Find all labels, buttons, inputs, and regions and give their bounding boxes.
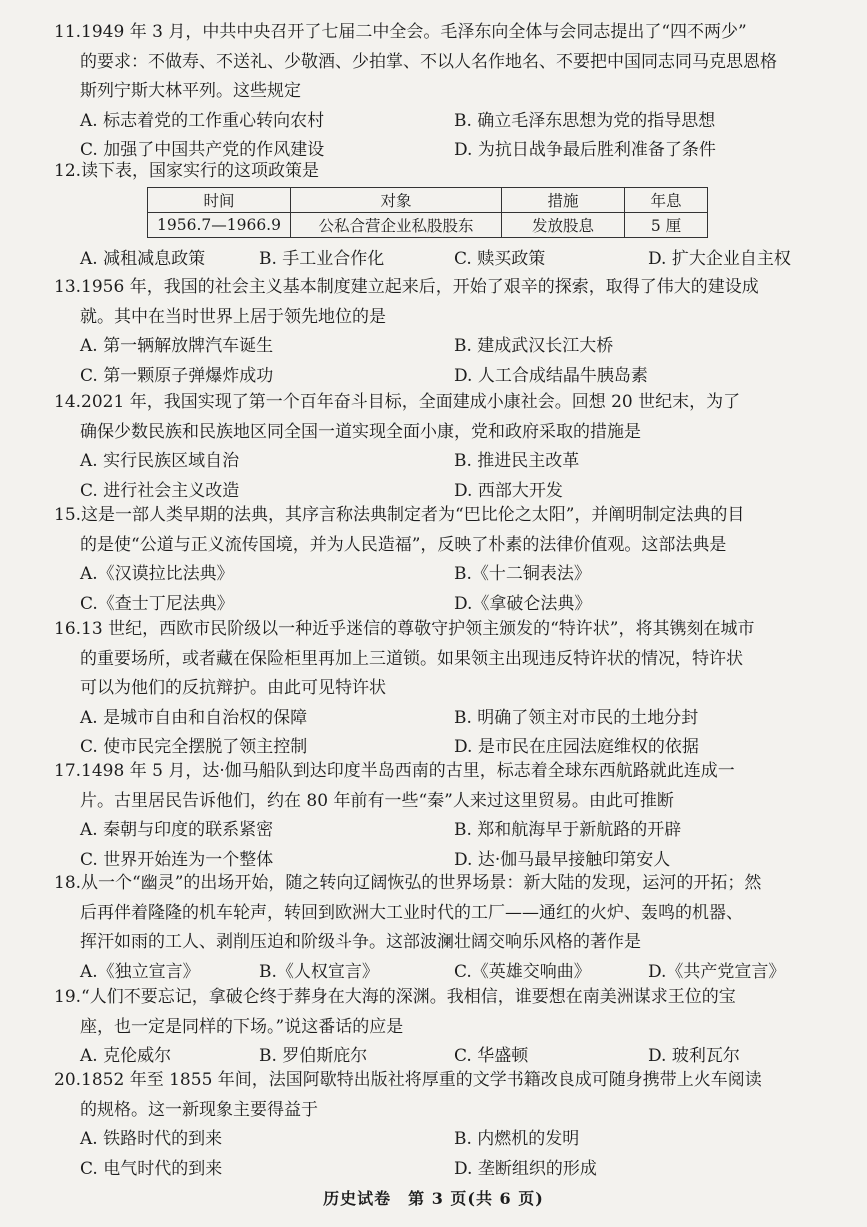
question-stem-line: 斯列宁斯大林平列。这些规定 (80, 81, 301, 101)
question-15 (54, 501, 826, 619)
option-d: D. 为抗日战争最后胜利准备了条件 (454, 140, 716, 160)
question-stem-line: 18.从一个“幽灵”的出场开始，随之转向辽阔恢弘的世界场景：新大陆的发现，运河的开拓；然 (54, 869, 826, 899)
question-number: 16. (54, 619, 82, 639)
option-c: C. 使市民完全摆脱了领主控制 (80, 737, 308, 757)
table-row (148, 213, 708, 238)
option-b: B. 建成武汉长江大桥 (454, 336, 614, 356)
question-stem-line: 的重要场所，或者藏在保险柜里再加上三道锁。如果领主出现违反特许状的情况，特许状 (80, 648, 743, 669)
question-16 (54, 615, 826, 763)
question-14 (54, 388, 826, 506)
option-d: D. 是市民在庄园法庭维权的依据 (454, 737, 699, 757)
question-stem-line: 13.1956 年，我国的社会主义基本制度建立起来后，开始了艰辛的探索，取得了伟大的建设成 (54, 273, 826, 303)
options-row (54, 362, 826, 392)
question-stem-line: 20.1852 年至 1855 年间，法国阿歇特出版社将厚重的文学书籍改良成可随身携带上火车阅读 (54, 1066, 826, 1096)
options-row (54, 560, 826, 590)
option-d: D. 玻利瓦尔 (648, 1046, 740, 1066)
option-d: D.《拿破仑法典》 (454, 593, 592, 614)
option-d: D. 人工合成结晶牛胰岛素 (454, 365, 648, 386)
question-stem-line: 挥汗如雨的工人、剥削压迫和阶级斗争。这部波澜壮阔交响乐风格的著作是 (80, 932, 641, 952)
question-stem-line: 的规格。这一新现象主要得益于 (80, 1099, 318, 1120)
options-row (54, 816, 826, 846)
option-c: C. 电气时代的到来 (80, 1158, 223, 1179)
question-number: 17. (54, 761, 82, 781)
option-a: A.《汉谟拉比法典》 (80, 564, 234, 584)
option-a: A. 标志着党的工作重心转向农村 (80, 110, 325, 131)
options-row (54, 704, 826, 734)
option-b: B.《十二铜表法》 (454, 564, 591, 584)
table-cell: 1956.7—1966.9 (148, 213, 291, 238)
question-13 (54, 273, 826, 391)
option-b: B. 推进民主改革 (454, 451, 580, 471)
option-d: D. 西部大开发 (454, 480, 563, 501)
question-stem-line: 17.1498 年 5 月，达·伽马船队到达印度半岛西南的古里，标志着全球东西航路就此连成一 (54, 757, 826, 787)
option-d: D. 达·伽马最早接触印第安人 (454, 849, 671, 870)
table-header-cell: 时间 (148, 188, 291, 213)
page-footer: 历史试卷 第 3 页(共 6 页) (323, 1189, 544, 1208)
question-stem-line: 15.这是一部人类早期的法典，其序言称法典制定者为“巴比伦之太阳”，并阐明制定法典的目 (54, 501, 826, 531)
question-stem-line: 的要求：不做寿、不送礼、少敬酒、少拍掌、不以人名作地名、不要把中国同志同马克思恩格 (80, 51, 777, 72)
question-stem-line: 19.“人们不要忘记，拿破仑终于葬身在大海的深渊。我相信，谁要想在南美洲谋求王位的宝 (54, 983, 826, 1013)
question-12-options (54, 245, 826, 275)
question-stem-line: 可以为他们的反抗辩护。由此可见特许状 (80, 678, 386, 698)
option-b: B. 内燃机的发明 (454, 1129, 580, 1149)
options-row (54, 1125, 826, 1155)
policy-table (147, 187, 708, 238)
option-b: B.《人权宣言》 (259, 961, 379, 982)
question-number: 19. (54, 987, 82, 1007)
question-11 (54, 18, 826, 166)
table-cell: 发放股息 (502, 213, 625, 238)
option-a: A. 克伦威尔 (80, 1046, 172, 1066)
question-number: 20. (54, 1070, 82, 1090)
option-b: B. 确立毛泽东思想为党的指导思想 (454, 110, 716, 131)
table-cell: 公私合营企业私股股东 (291, 213, 502, 238)
question-stem-line: 12.读下表，国家实行的这项政策是 (54, 157, 826, 187)
question-stem-line: 就。其中在当时世界上居于领先地位的是 (80, 306, 386, 327)
option-c: C. 世界开始连为一个整体 (80, 849, 274, 870)
question-18 (54, 869, 826, 987)
option-a: A. 实行民族区域自治 (80, 451, 240, 471)
table-header-cell: 对象 (291, 188, 502, 213)
option-d: D. 垄断组织的形成 (454, 1158, 597, 1179)
option-c: C. 赎买政策 (454, 249, 546, 269)
option-b: B. 手工业合作化 (259, 249, 385, 269)
question-19 (54, 983, 826, 1072)
question-number: 18. (54, 873, 82, 893)
question-17 (54, 757, 826, 875)
question-stem-line: 座，也一定是同样的下场。”说这番话的应是 (80, 1016, 404, 1037)
question-number: 11. (54, 22, 82, 42)
option-c: C. 华盛顿 (454, 1046, 529, 1066)
option-a: A.《独立宣言》 (80, 961, 200, 982)
option-c: C.《英雄交响曲》 (454, 961, 591, 982)
option-d: D.《共产党宣言》 (648, 961, 786, 982)
option-a: A. 铁路时代的到来 (80, 1129, 223, 1149)
option-a: A. 减租减息政策 (80, 249, 206, 269)
question-stem-line: 确保少数民族和民族地区同全国一道实现全面小康，党和政府采取的措施是 (80, 421, 641, 442)
question-12 (54, 157, 826, 187)
option-a: A. 秦朝与印度的联系紧密 (80, 820, 274, 840)
question-number: 14. (54, 392, 82, 412)
options-row (54, 332, 826, 362)
question-number: 15. (54, 505, 82, 525)
table-header-cell: 年息 (625, 188, 708, 213)
question-number: 12. (54, 161, 82, 181)
option-c: C. 进行社会主义改造 (80, 480, 240, 501)
option-a: A. 是城市自由和自治权的保障 (80, 707, 308, 728)
options-row (54, 107, 826, 137)
table-cell: 5 厘 (625, 213, 708, 238)
option-b: B. 罗伯斯庇尔 (259, 1046, 368, 1066)
options-row (54, 1155, 826, 1185)
question-stem-line: 14.2021 年，我国实现了第一个百年奋斗目标，全面建成小康社会。回想 20 世纪末，为了 (54, 388, 826, 418)
question-number: 13. (54, 277, 82, 297)
option-b: B. 郑和航海早于新航路的开辟 (454, 820, 682, 840)
option-d: D. 扩大企业自主权 (648, 249, 791, 269)
question-stem-line: 11.1949 年 3 月，中共中央召开了七届二中全会。毛泽东向全体与会同志提出了“四不两少” (54, 18, 826, 48)
question-stem-line: 片。古里居民告诉他们，约在 80 年前有一些“秦”人来过这里贸易。由此可推断 (80, 790, 674, 811)
option-a: A. 第一辆解放牌汽车诞生 (80, 336, 274, 356)
table-header-cell: 措施 (502, 188, 625, 213)
table-header-row (148, 188, 708, 213)
options-row (54, 447, 826, 477)
question-stem-line: 的是使“公道与正义流传国境，并为人民造福”，反映了朴素的法律价值观。这部法典是 (80, 534, 727, 555)
options-row (54, 245, 826, 275)
question-20 (54, 1066, 826, 1184)
option-c: C.《查士丁尼法典》 (80, 593, 234, 614)
option-b: B. 明确了领主对市民的土地分封 (454, 707, 699, 728)
question-stem-line: 后再伴着隆隆的机车轮声，转回到欧洲大工业时代的工厂——通红的火炉、轰鸣的机器、 (80, 902, 743, 923)
option-c: C. 加强了中国共产党的作风建设 (80, 140, 325, 160)
question-stem-line: 16.13 世纪，西欧市民阶级以一种近乎迷信的尊敬守护领主颁发的“特许状”，将其镌刻在城市 (54, 615, 826, 645)
option-c: C. 第一颗原子弹爆炸成功 (80, 365, 274, 386)
